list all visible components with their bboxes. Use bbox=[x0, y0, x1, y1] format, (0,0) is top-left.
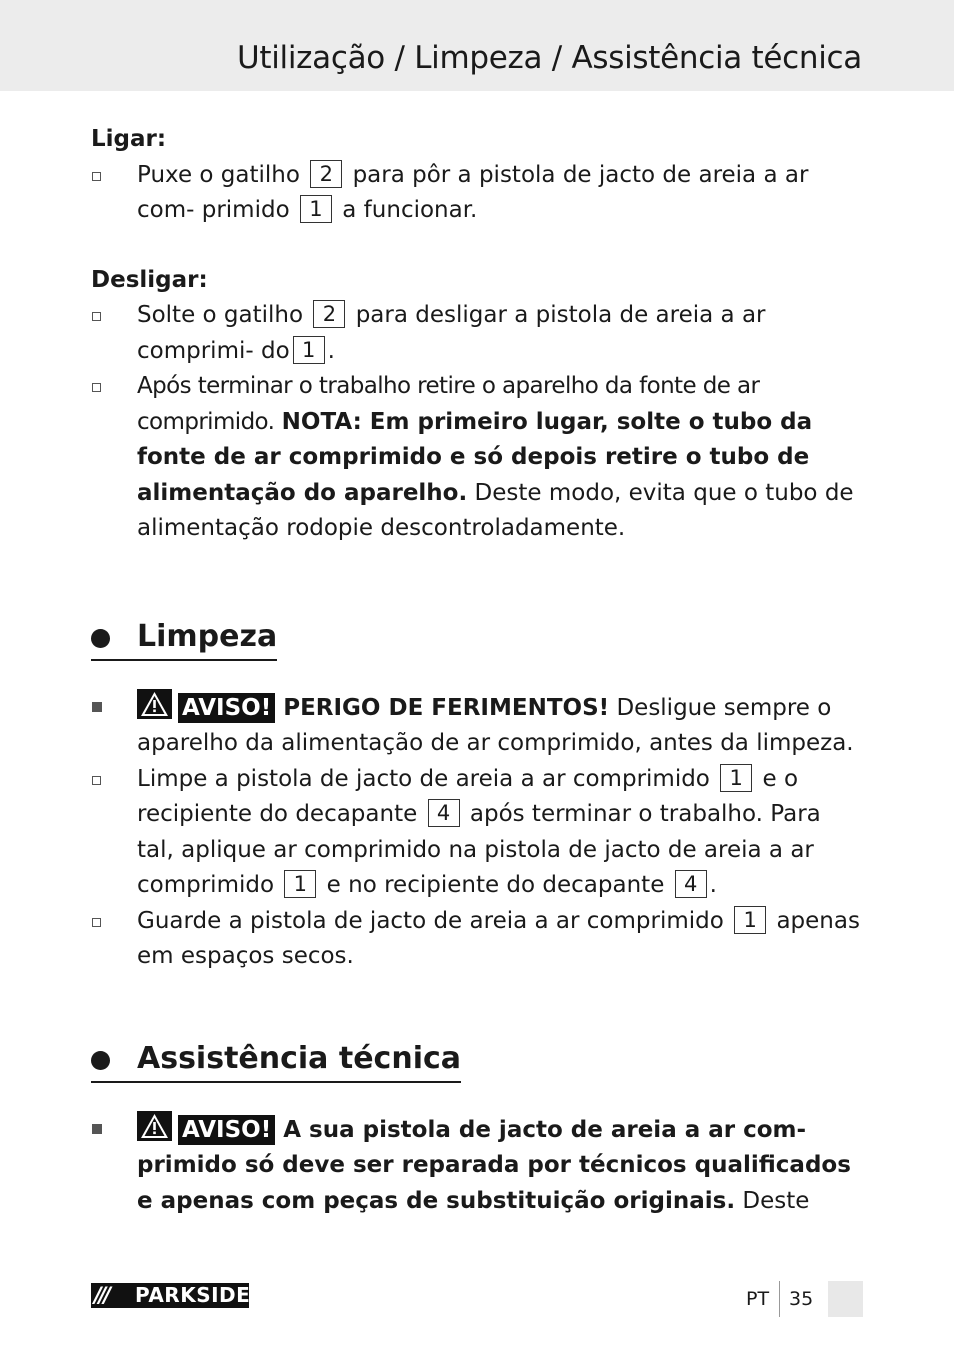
warning-bold: A sua pistola de jacto de areia a ar com-primido só deve ser reparada por técnicos qualificados e apenas com peças de substituição originais. bbox=[137, 1116, 851, 1214]
page-header bbox=[0, 0, 954, 91]
part-ref: 1 bbox=[284, 870, 316, 898]
page-number: 35 bbox=[789, 1288, 814, 1310]
part-ref: 1 bbox=[293, 336, 325, 364]
part-ref: 1 bbox=[720, 764, 752, 792]
list-item bbox=[91, 762, 863, 904]
ligar-heading: Ligar: bbox=[91, 126, 167, 152]
part-ref: 4 bbox=[675, 870, 707, 898]
warning-text: Desligue sempre o aparelho da alimentação de ar comprimido, antes da limpeza. bbox=[137, 694, 854, 756]
warning-item bbox=[91, 689, 863, 762]
item-text: Deste modo, evita que o tubo de alimentação rodopie descontroladamente. bbox=[137, 479, 854, 541]
footer-divider bbox=[779, 1281, 780, 1317]
item-text: Solte o gatilho bbox=[137, 302, 304, 328]
section-heading-assistencia bbox=[91, 1039, 461, 1083]
item-text: Após terminar o trabalho retire o aparelho da fonte de ar comprimido. bbox=[137, 373, 760, 435]
section-title: Assistência técnica bbox=[137, 1040, 462, 1076]
language-code: PT bbox=[746, 1288, 770, 1310]
part-ref: 2 bbox=[310, 160, 342, 188]
item-text: Puxe o gatilho bbox=[137, 161, 300, 188]
item-text: para pôr a pistola de jacto de areia a ar com- bbox=[137, 161, 809, 223]
item-text: e no recipiente do decapante bbox=[326, 872, 665, 898]
item-text: para desligar a pistola de areia a ar comprimi- bbox=[137, 302, 766, 364]
part-ref: 2 bbox=[313, 300, 345, 328]
item-text: e o recipiente do decapante bbox=[137, 765, 799, 827]
desligar-heading: Desligar: bbox=[91, 266, 208, 293]
open-square-bullet-icon bbox=[92, 312, 101, 321]
warning-item bbox=[91, 1111, 863, 1220]
item-text: após terminar o trabalho. Para tal, aplique ar comprimido na pistola de jacto de areia a ar comprimido bbox=[137, 801, 821, 898]
footer-tab bbox=[828, 1281, 863, 1317]
section-dot-icon bbox=[91, 629, 110, 648]
warning-text: Deste bbox=[742, 1187, 810, 1214]
parkside-logo bbox=[91, 1283, 249, 1308]
part-ref: 1 bbox=[300, 195, 332, 223]
main-content bbox=[91, 122, 863, 1219]
part-ref: 4 bbox=[428, 799, 460, 827]
item-text: primido bbox=[201, 197, 290, 223]
warning-triangle-icon bbox=[137, 1111, 172, 1141]
list-item bbox=[91, 158, 863, 229]
warning-bold: PERIGO DE FERIMENTOS! bbox=[283, 694, 610, 721]
section-dot-icon bbox=[91, 1051, 110, 1070]
item-text: apenas em espaços secos. bbox=[137, 907, 860, 969]
item-text: a funcionar. bbox=[342, 197, 478, 223]
item-text: . bbox=[327, 337, 335, 364]
open-square-bullet-icon bbox=[92, 172, 101, 181]
item-text: do bbox=[260, 337, 290, 364]
filled-square-bullet-icon bbox=[92, 1124, 102, 1134]
item-text: . bbox=[709, 872, 717, 898]
list-item bbox=[91, 904, 863, 975]
section-title: Limpeza bbox=[137, 618, 278, 654]
section-heading-limpeza bbox=[91, 617, 277, 661]
list-item bbox=[91, 298, 863, 369]
item-text: Limpe a pistola de jacto de areia a ar comprimido bbox=[137, 765, 710, 792]
filled-square-bullet-icon bbox=[92, 702, 102, 712]
page-title: Utilização / Limpeza / Assistência técnica bbox=[237, 40, 862, 76]
part-ref: 1 bbox=[734, 906, 766, 934]
open-square-bullet-icon bbox=[92, 383, 101, 392]
warning-triangle-icon bbox=[137, 689, 172, 719]
note-text: NOTA: Em primeiro lugar, solte o tubo da fonte de ar comprimido e só depois retire o tubo de alimentação do aparelho. bbox=[137, 408, 813, 506]
list-item bbox=[91, 369, 863, 547]
open-square-bullet-icon bbox=[92, 776, 101, 785]
aviso-label: AVISO! bbox=[178, 1115, 275, 1145]
item-text: Guarde a pistola de jacto de areia a ar comprimido bbox=[137, 907, 724, 934]
aviso-label: AVISO! bbox=[178, 693, 275, 723]
logo-brand: PARKSIDE bbox=[135, 1283, 251, 1307]
open-square-bullet-icon bbox=[92, 918, 101, 927]
logo-slashes: /// bbox=[94, 1283, 109, 1307]
